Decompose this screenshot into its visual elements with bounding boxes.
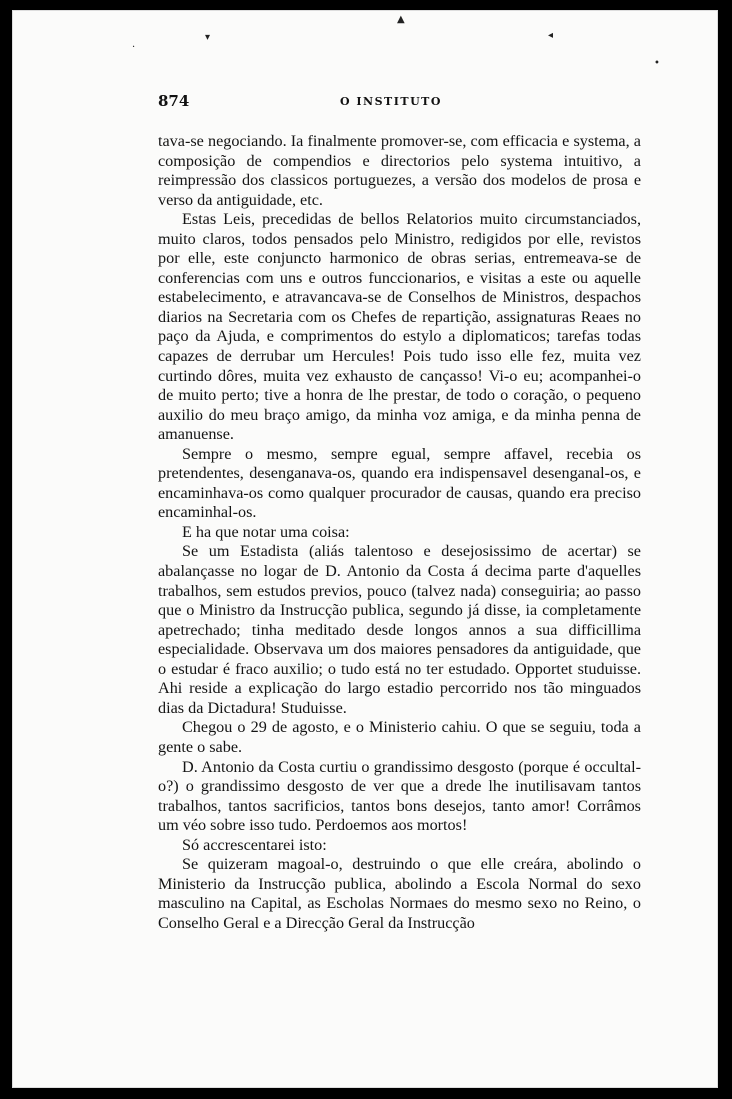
paragraph: E ha que notar uma coisa: bbox=[182, 522, 350, 541]
scan-speck: • bbox=[654, 58, 660, 69]
paragraph: Só accrescentarei isto: bbox=[182, 835, 327, 854]
scan-speck: · bbox=[132, 42, 136, 53]
paragraph: Chegou o 29 de agosto, e o Ministerio cahiu. O que se seguiu, toda a gente o sabe. bbox=[158, 718, 641, 756]
paragraph: tava-se negociando. Ia finalmente promover-se, com efficacia e systema, a composição de compendios e directorios pelo systema intuitivo, a reimpressão dos classicos portuguezes, a versão dos modelos de prosa e verso da antiguidade, etc. bbox=[158, 132, 641, 209]
paragraph: D. Antonio da Costa curtiu o grandissimo desgosto (porque é occultal-o?) o grandissimo desgosto de ver que a drede lhe inutilisavam tantos trabalhos, tantos sacrificios, tantos bons desejos, tanto amor! Corrâmos um véo sobre isso tudo. Perdoemos aos mortos! bbox=[158, 757, 641, 835]
scan-speck: ◂ bbox=[548, 30, 554, 41]
body-text bbox=[158, 132, 641, 933]
paragraph: Se um Estadista (aliás talentoso e desejosissimo de acertar) se abalançasse no logar de D. Antonio da Costa á decima parte d'aquelles trabalhos, sem estudos previos, pouco (talvez nada) conseguiria; ao passo que o Ministro da Instrucção publica, segundo já disse, ia completamente apetrechado; tinha meditado desde longos annos a sua difficillima especialidade. Observava um dos maiores pensadores da antiguidade, que o estudar é fraco auxilio; o tudo está no ter estudado. Opportet studuisse. Ahi reside a explicação do largo estadio percorrido nos tão minguados dias da Dictadura! Studuisse. bbox=[158, 542, 641, 717]
paragraph: Estas Leis, precedidas de bellos Relatorios muito circumstanciados, muito claros, todos pensados pelo Ministro, redigidos por elle, revistos por elle, este conjuncto harmonico de obras serias, entremeava-se de conferencias com uns e outros funccionarios, e visitas a este ou aquelle estabelecimento, e atravancava-se de Conselhos de Ministros, despachos diarios na Secretaria com os Chefes de repartição, assignaturas Reaes no paço da Ajuda, e comprimentos do estylo a diplomaticos; tarefas todas capazes de derrubar um Hercules! Pois tudo isso elle fez, muita vez curtindo dôres, muita vez exhausto de cançasso! Vi-o eu; acompanhei-o de muito perto; tive a honra de lhe prestar, de todo o coração, o pequeno auxilio do meu braço amigo, da minha voz amiga, e da minha penna de amanuense. bbox=[158, 210, 641, 444]
scan-speck: ▲ bbox=[397, 14, 405, 25]
paragraph: Se quizeram magoal-o, destruindo o que elle creára, abolindo o Ministerio da Instrucção publica, abolindo a Escola Normal do sexo masculino na Capital, as Escholas Normaes do mesmo sexo no Reino, o Conselho Geral e a Direcção Geral da Instrucção bbox=[158, 855, 641, 932]
running-title: O INSTITUTO bbox=[340, 95, 442, 108]
page-number: 874 bbox=[158, 92, 190, 110]
scan-speck: ▾ bbox=[205, 32, 211, 43]
paragraph: Sempre o mesmo, sempre egual, sempre affavel, recebia os pretendentes, desenganava-os, quando era indispensavel desenganal-os, e encaminhava-os como qualquer procurador de causas, quando era preciso encaminhal-os. bbox=[158, 444, 641, 522]
